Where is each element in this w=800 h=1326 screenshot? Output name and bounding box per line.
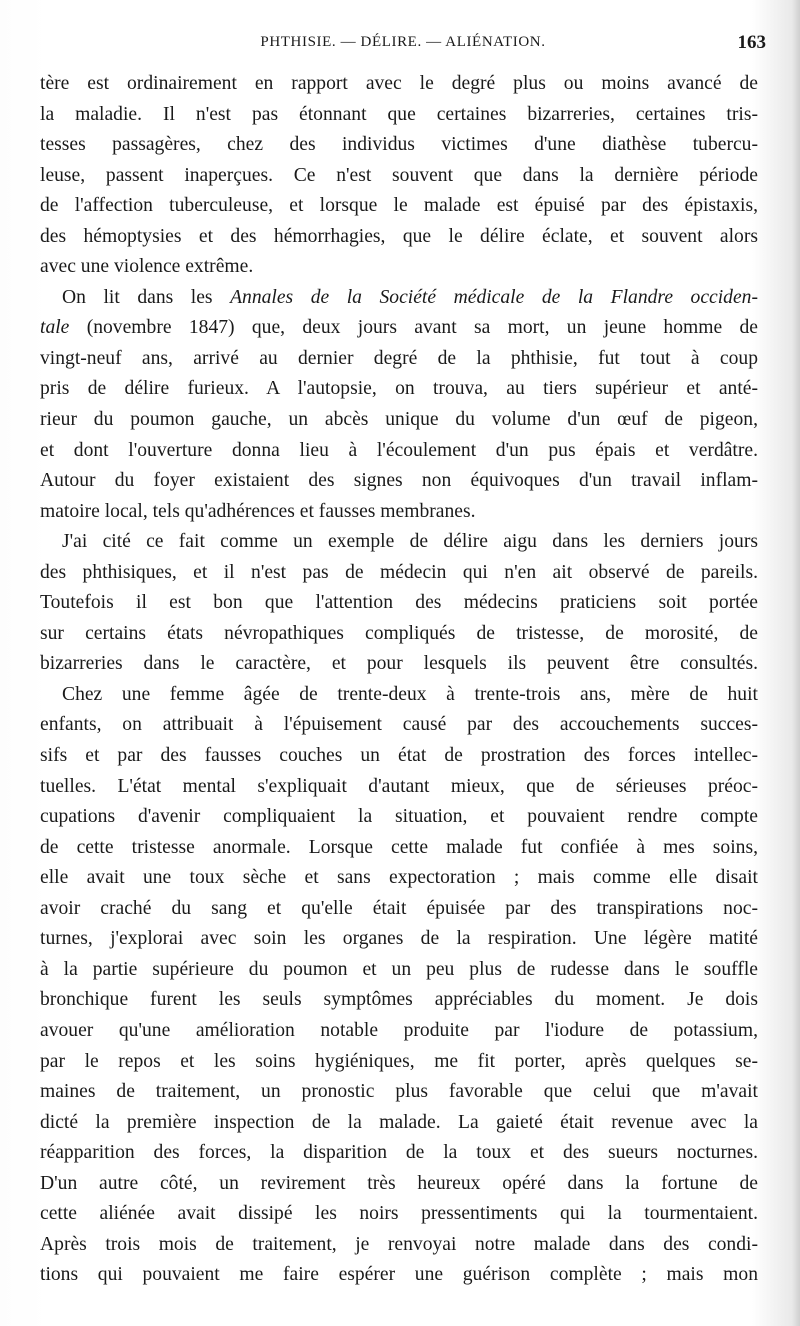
page-number: 163 xyxy=(737,32,766,53)
text-line: sifs et par des fausses couches un état de prostration des forces intellec- xyxy=(40,745,758,767)
text-line: avec une violence extrême. xyxy=(40,256,254,278)
text-line: dicté la première inspection de la malade. La gaieté était revenue avec la xyxy=(40,1111,758,1133)
text-line: des phthisiques, et il n'est pas de médecin qui n'en ait observé de pareils. xyxy=(40,561,758,583)
text-line: Autour du foyer existaient des signes non équivoques d'un travail inflam- xyxy=(40,470,758,492)
text-line: avouer qu'une amélioration notable produite par l'iodure de potassium, xyxy=(40,1019,758,1041)
text-line: cette aliénée avait dissipé les noirs pressentiments qui la tourmentaient. xyxy=(40,1203,758,1225)
text-line: tesses passagères, chez des individus victimes d'une diathèse tubercu- xyxy=(40,134,758,156)
text-line: tère est ordinairement en rapport avec le degré plus ou moins avancé de xyxy=(40,73,758,94)
text-line: à la partie supérieure du poumon et un peu plus de rudesse dans le souffle xyxy=(40,958,758,980)
text-line: avoir craché du sang et qu'elle était épuisée par des transpirations noc- xyxy=(40,897,758,919)
text-line: cupations d'avenir compliquaient la situation, et pouvaient rendre compte xyxy=(40,806,758,828)
text-line: et dont l'ouverture donna lieu à l'écoulement d'un pus épais et verdâtre. xyxy=(40,439,758,461)
text-line: bizarreries dans le caractère, et pour lesquels ils peuvent être consultés. xyxy=(40,653,758,675)
text-line: On lit dans les Annales de la Société médicale de la Flandre occiden- xyxy=(62,286,758,308)
body-text xyxy=(40,69,758,1291)
text-line: enfants, on attribuait à l'épuisement causé par des accouchements succes- xyxy=(40,714,758,736)
text-line: de cette tristesse anormale. Lorsque cette malade fut confiée à mes soins, xyxy=(40,836,758,858)
text-line: sur certains états névropathiques compliqués de tristesse, de morosité, de xyxy=(40,622,758,644)
text-line: des hémoptysies et des hémorrhagies, que le délire éclate, et souvent alors xyxy=(40,225,758,247)
text-line: J'ai cité ce fait comme un exemple de délire aigu dans les derniers jours xyxy=(62,531,758,553)
text-line: par le repos et les soins hygiéniques, me fit porter, après quelques se- xyxy=(40,1050,758,1072)
text-line: tuelles. L'état mental s'expliquait d'autant mieux, que de sérieuses préoc- xyxy=(40,775,758,797)
text-line: elle avait une toux sèche et sans expectoration ; mais comme elle disait xyxy=(40,867,758,889)
text-line: Chez une femme âgée de trente-deux à trente-trois ans, mère de huit xyxy=(62,683,758,705)
text-line: Toutefois il est bon que l'attention des médecins praticiens soit portée xyxy=(40,592,758,614)
text-line: la maladie. Il n'est pas étonnant que certaines bizarreries, certaines tris- xyxy=(40,103,758,125)
text-line: D'un autre côté, un revirement très heureux opéré dans la fortune de xyxy=(40,1172,758,1194)
text-line: turnes, j'explorai avec soin les organes de la respiration. Une légère matité xyxy=(40,928,758,950)
text-line: matoire local, tels qu'adhérences et fausses membranes. xyxy=(40,500,476,522)
text-line: tale (novembre 1847) que, deux jours avant sa mort, un jeune homme de xyxy=(40,317,758,339)
text-line: maines de traitement, un pronostic plus favorable que celui que m'avait xyxy=(40,1081,758,1103)
running-head: PHTHISIE. — DÉLIRE. — ALIÉNATION. xyxy=(260,34,546,50)
text-line: bronchique furent les seuls symptômes appréciables du moment. Je dois xyxy=(40,989,758,1011)
text-line: réapparition des forces, la disparition de la toux et des sueurs nocturnes. xyxy=(40,1142,758,1164)
text-line: tions qui pouvaient me faire espérer une guérison complète ; mais mon xyxy=(40,1264,758,1286)
text-line: pris de délire furieux. A l'autopsie, on trouva, au tiers supérieur et anté- xyxy=(40,378,758,400)
text-line: rieur du poumon gauche, un abcès unique du volume d'un œuf de pigeon, xyxy=(40,409,758,431)
text-line: vingt-neuf ans, arrivé au dernier degré de la phthisie, fut tout à coup xyxy=(40,347,758,369)
text-line: de l'affection tuberculeuse, et lorsque le malade est épuisé par des épistaxis, xyxy=(40,195,758,217)
text-line: leuse, passent inaperçues. Ce n'est souvent que dans la dernière période xyxy=(40,164,758,186)
text-line: Après trois mois de traitement, je renvoyai notre malade dans des condi- xyxy=(40,1233,758,1255)
page-header xyxy=(40,34,766,58)
